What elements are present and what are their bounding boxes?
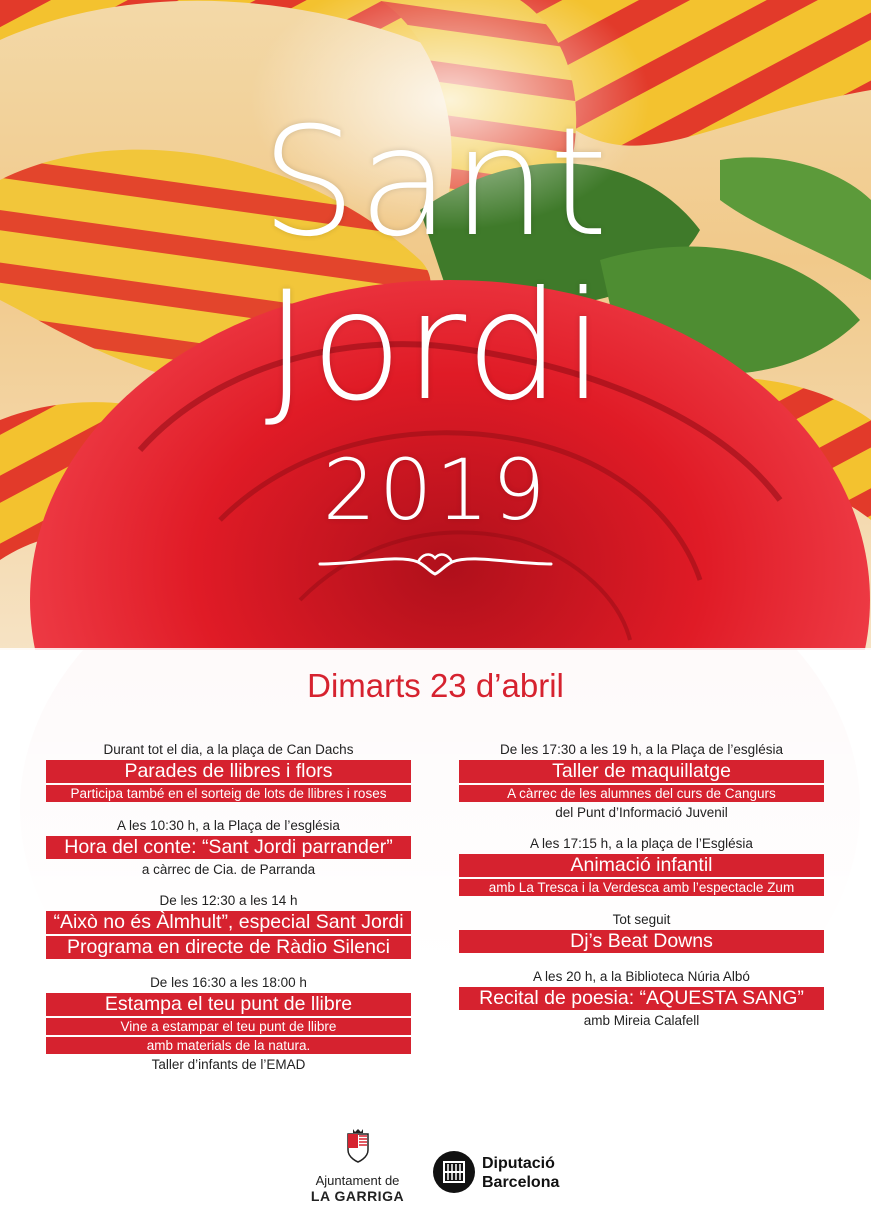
event-title: Parades de llibres i flors [46,760,411,783]
event-caption: Durant tot el dia, a la plaça de Can Dachs [103,742,354,757]
program-left-column [46,740,411,1074]
event-title: Hora del conte: “Sant Jordi parrander” [46,836,411,859]
event-title: “Això no és Àlmhult”, especial Sant Jordi [46,911,411,934]
swirl-ornament-icon [318,548,553,578]
event-caption: A les 10:30 h, a la Plaça de l’església [117,818,340,833]
event-note: amb Mireia Calafell [583,1013,700,1028]
event-block [459,967,824,1030]
event-block [46,891,411,959]
event-subtitle: Vine a estampar el teu punt de llibre [46,1018,411,1035]
event-block [459,740,824,822]
event-block [46,740,411,802]
event-block [46,816,411,879]
event-note: Taller d’infants de l’EMAD [151,1057,306,1072]
event-caption: De les 12:30 a les 14 h [159,893,298,908]
diputacio-line-2: Barcelona [482,1174,560,1191]
event-title: Estampa el teu punt de llibre [46,993,411,1016]
event-block [459,910,824,953]
event-title: Taller de maquillatge [459,760,824,783]
ajuntament-logo [305,1128,410,1204]
ajuntament-name: LA GARRIGA [310,1188,405,1204]
program-right-column [459,740,824,1030]
event-subtitle: Participa també en el sorteig de lots de llibres i roses [46,785,411,802]
title-line-1: Sant [260,96,610,270]
event-subtitle: A càrrec de les alumnes del curs de Cangurs [459,785,824,802]
event-caption: A les 17:15 h, a la plaça de l’Església [530,836,753,851]
garriga-coat-of-arms-icon [345,1128,371,1164]
title-line-2: Jordi [264,260,607,434]
event-title: Recital de poesia: “AQUESTA SANG” [459,987,824,1010]
diputacio-emblem-icon [432,1150,476,1194]
event-subtitle: amb La Tresca i la Verdesca amb l’espectacle Zum [459,879,824,896]
diputacio-line-1: Diputació [482,1155,555,1172]
event-note: del Punt d’Informació Juvenil [555,805,728,820]
event-title-secondary: Programa en directe de Ràdio Silenci [46,936,411,959]
sponsor-logos [0,1128,871,1228]
event-block [459,834,824,896]
diputacio-logo [432,1150,582,1200]
event-subtitle: amb materials de la natura. [46,1037,411,1054]
event-title: Dj’s Beat Downs [459,930,824,953]
event-caption: Tot seguit [612,912,671,927]
event-block [46,973,411,1074]
event-caption: De les 17:30 a les 19 h, a la Plaça de l’església [500,742,783,757]
event-caption: De les 16:30 a les 18:00 h [150,975,307,990]
event-date: Dimarts 23 d’abril [307,667,564,704]
event-note: a càrrec de Cia. de Parranda [141,862,316,877]
event-title: Animació infantil [459,854,824,877]
ajuntament-label: Ajuntament de [315,1173,400,1188]
title-year: 2019 [322,441,549,539]
event-caption: A les 20 h, a la Biblioteca Núria Albó [533,969,750,984]
